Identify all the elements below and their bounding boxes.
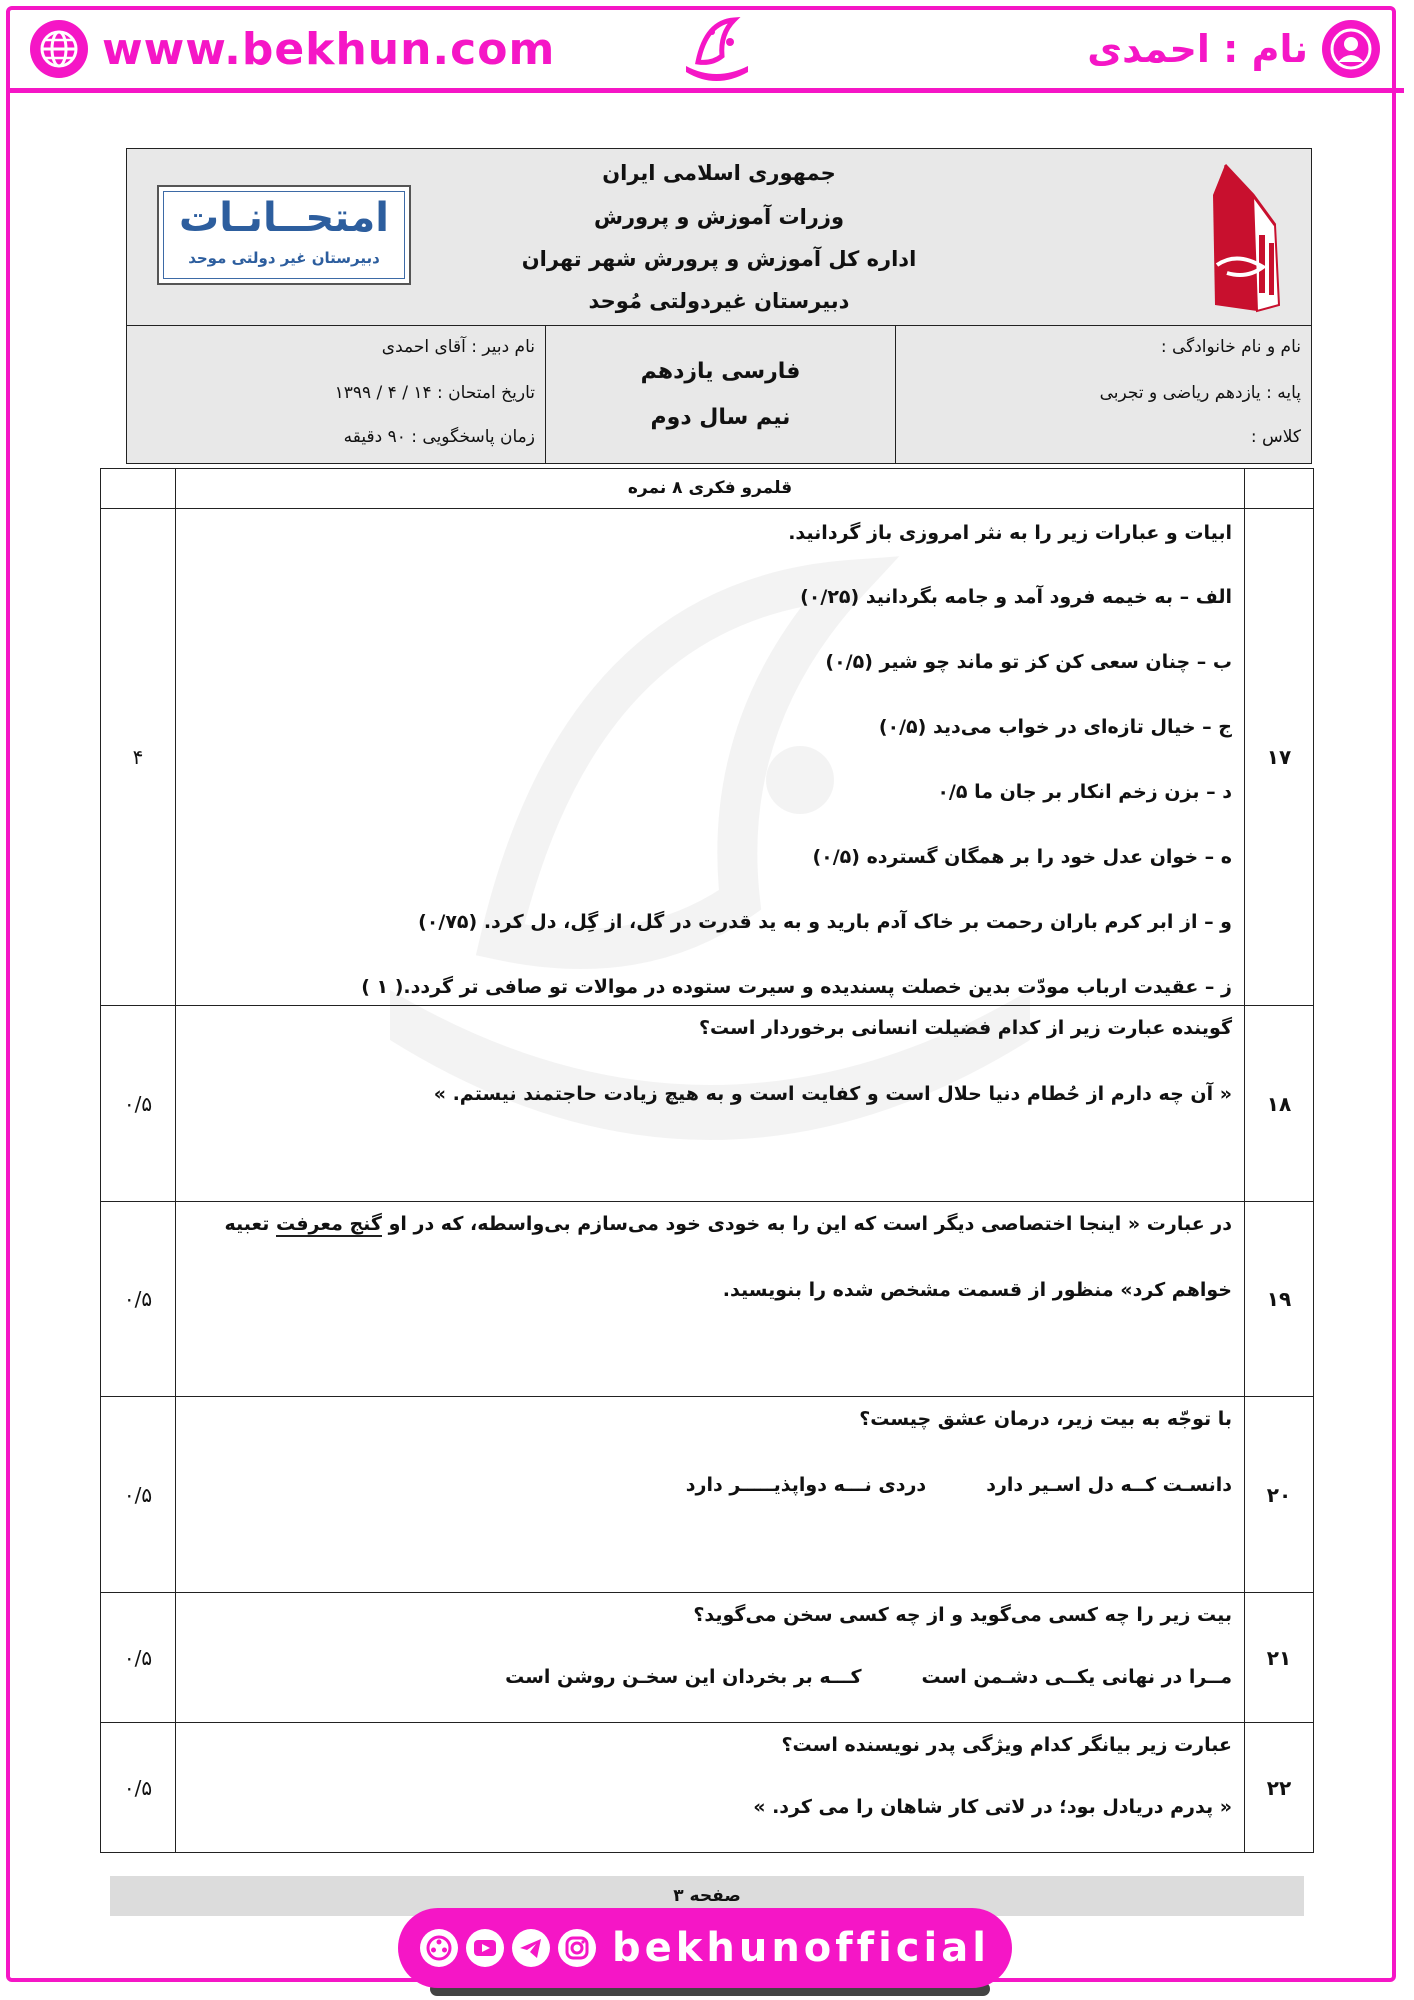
youtube-icon[interactable] [466,1929,504,1967]
stamp-subtitle: دبیرستان غیر دولتی موحد [188,249,380,267]
question-21-prompt: بیت زیر را چه کسی می‌گوید و از چه کسی سخن می‌گوید؟ [693,1604,1232,1626]
question-17-prompt: ابیات و عبارات زیر را به نثر امروزی باز گردانید. [788,522,1232,544]
verse-hemistich-1: مــرا در نهانی یکــی دشـمن است [921,1666,1232,1688]
question-18-prompt: گوینده عبارت زیر از کدام فضیلت انسانی برخوردار است؟ [699,1017,1232,1039]
student-info [895,325,1311,463]
question-row-18 [101,1006,1314,1202]
question-row-19 [101,1202,1314,1397]
section-row [101,469,1314,509]
exams-stamp [157,185,411,285]
social-icons [420,1929,596,1967]
question-number: ۲۲ [1245,1723,1314,1853]
question-20-prompt: با توجّه به بیت زیر، درمان عشق چیست؟ [859,1408,1232,1430]
question-19-text-after: تعبیه [224,1213,276,1235]
question-score: ۰/۵ [101,1593,176,1723]
verse-hemistich-2: دردی نـــه دواپذیـــــر دارد [685,1474,927,1496]
question-19-line-1 [188,1208,1232,1240]
question-19-line-2: خواهم کرد» منظور از قسمت مشخص شده را بنویسید. [722,1279,1232,1301]
class-field: کلاس : [1250,427,1301,447]
exam-info [127,325,545,463]
question-number: ۲۱ [1245,1593,1314,1723]
question-17-item-c: ج – خیال تازه‌ای در خواب می‌دید (۰/۵) [878,716,1232,738]
grade-field: پایه : یازدهم ریاضی و تجربی [1099,383,1301,403]
course-info [545,325,895,463]
question-row-17 [101,509,1314,1006]
course-name: فارسی یازدهم [640,359,801,384]
stamp-title: امتحــانـات [179,195,389,241]
question-18-quote: « آن چه دارم از حُطام دنیا حلال است و کفایت است و به هیچ زیادت حاجتمند نیستم. » [433,1083,1232,1105]
user-icon [1322,20,1380,78]
questions-table [100,468,1314,1853]
question-20-verse [188,1469,1232,1501]
website-url: www.bekhun.com [102,23,556,75]
section-title: قلمرو فکری ۸ نمره [627,478,793,498]
question-score: ۰/۵ [101,1397,176,1593]
student-name-badge [1087,20,1380,78]
question-number: ۱۷ [1245,509,1314,1006]
bekhun-logo-icon [676,12,758,92]
question-score: ۰/۵ [101,1723,176,1853]
teacher-field: نام دبیر : آقای احمدی [381,337,535,357]
question-17-item-g: ز – عقیدت ارباب مودّت بدین خصلت پسندیده و سیرت ستوده در موالات تو صافی تر گردد.( ۱ ) [361,976,1232,998]
top-bar [10,10,1404,93]
student-name-field: نام و نام خانوادگی : [1160,337,1301,357]
question-row-22 [101,1723,1314,1853]
header-title-line-3: اداره کل آموزش و پرورش شهر تهران [521,247,917,271]
name-label: نام : احمدی [1087,27,1308,71]
exam-date-field: تاریخ امتحان : ۱۴ / ۴ / ۱۳۹۹ [334,383,535,403]
question-22-prompt: عبارت زیر بیانگر کدام ویژگی پدر نویسنده است؟ [781,1734,1232,1756]
social-handle: bekhunofficial [612,1925,990,1971]
question-19-underlined: گنج معرفت [275,1213,382,1235]
duration-field: زمان پاسخگویی : ۹۰ دقیقه [343,427,535,447]
question-row-20 [101,1397,1314,1593]
header-title-line-2: وزرات آموزش و پرورش [593,205,845,229]
question-score: ۰/۵ [101,1202,176,1397]
semester: نیم سال دوم [650,405,791,430]
question-17-item-b: ب – چنان سعی کن کز تو ماند چو شیر (۰/۵) [825,651,1232,673]
website-link[interactable] [30,20,555,78]
instagram-icon[interactable] [558,1929,596,1967]
globe-icon [30,20,88,78]
page-number: صفحه ۳ [110,1876,1304,1916]
telegram-icon[interactable] [512,1929,550,1967]
question-17-item-a: الف – به خیمه فرود آمد و جامه بگردانید (۰/۲۵) [800,586,1232,608]
header-info [127,325,1311,463]
question-row-21 [101,1593,1314,1723]
header-title-line-4: دبیرستان غیردولتی مُوحد [588,289,850,313]
question-number: ۲۰ [1245,1397,1314,1593]
question-score: ۴ [101,509,176,1006]
header-title-line-1: جمهوری اسلامی ایران [602,161,836,185]
question-17-item-f: و – از ابر کرم باران رحمت بر خاک آدم بارید و به ید قدرت در گل، از گِل، دل کرد. (۰/۷۵) [418,911,1232,933]
question-17-item-d: د – بزن زخم انکار بر جان ما ۰/۵ [937,781,1232,803]
question-number: ۱۹ [1245,1202,1314,1397]
question-17-item-e: ه – خوان عدل خود را بر همگان گسترده (۰/۵) [812,846,1232,868]
header-top [127,149,1311,326]
question-number: ۱۸ [1245,1006,1314,1202]
question-21-verse [188,1661,1232,1693]
school-logo-icon [1187,155,1297,315]
question-22-quote: « پدرم دریادل بود؛ در لاتی کار شاهان را می کرد. » [753,1796,1232,1818]
film-reel-icon[interactable] [420,1929,458,1967]
social-bar[interactable] [398,1908,1012,1988]
question-19-text-before: در عبارت « اینجا اختصاصی دیگر است که این را به خودی خود می‌سازم بی‌واسطه، که در او [381,1213,1232,1235]
exam-header [126,148,1312,464]
question-score: ۰/۵ [101,1006,176,1202]
verse-hemistich-1: دانسـت کــه دل اسـیر دارد [986,1474,1232,1496]
verse-hemistich-2: کـــه بر بخردان این سخـن روشن است [505,1666,862,1688]
